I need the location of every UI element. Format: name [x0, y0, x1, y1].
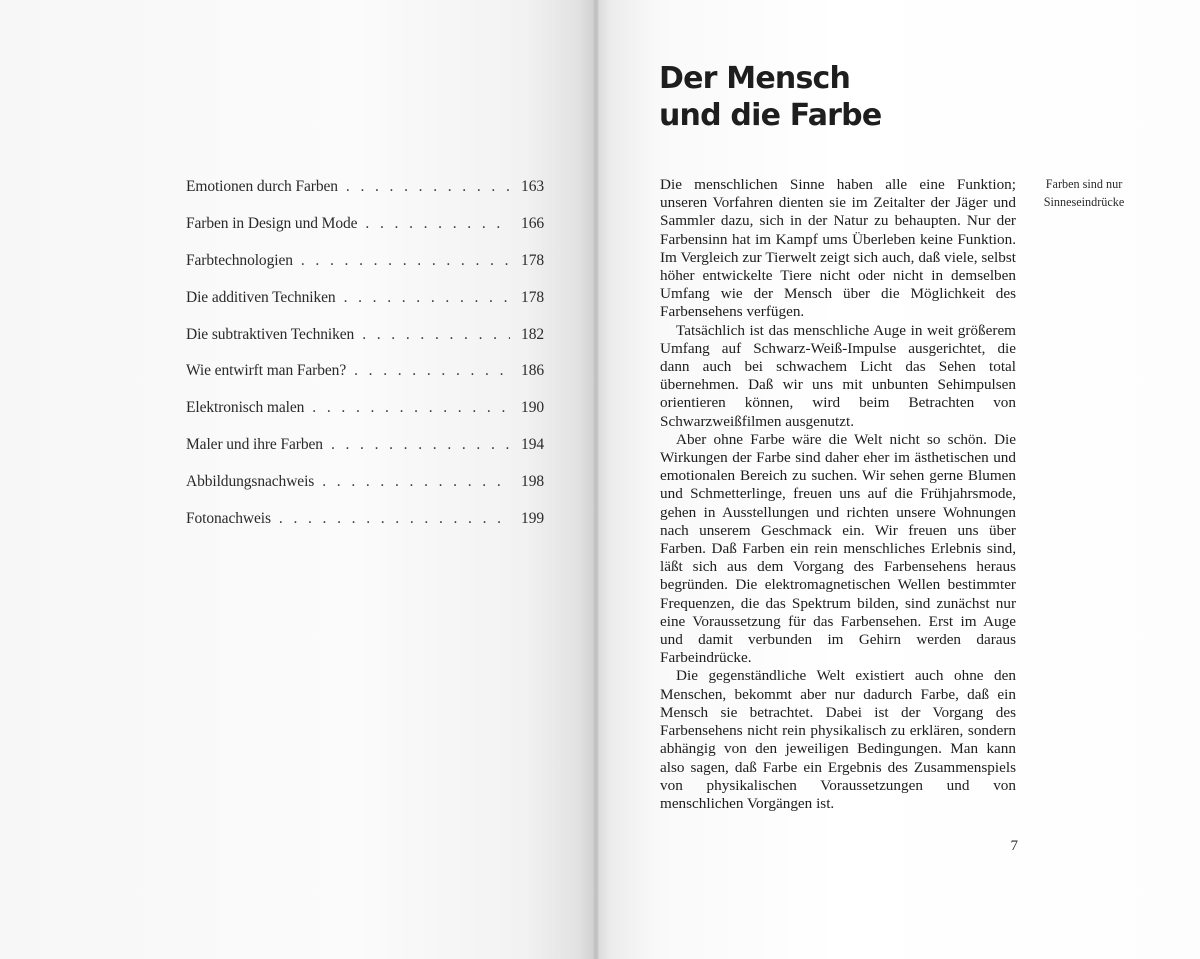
body-paragraph: Tatsächlich ist das menschliche Auge in weit größerem Umfang auf Schwarz-Weiß-Impulse ausgerichtet, die dann auch bei schwachem Licht das Sehen total übernehmen. Daß wir uns mit unbunten Sehimpulsen orientieren können, wird beim Betrachten von Schwarzweißfilmen ausgenutzt.	[660, 321, 1016, 430]
body-paragraph: Aber ohne Farbe wäre die Welt nicht so schön. Die Wirkungen der Farbe sind daher eher im ästhetischen und emotionalen Bereich zu suchen. Wir sehen gerne Blumen und Schmetterlinge, freuen uns auf die Frühjahrsmode, gehen in Ausstellungen und richten unsere Wohnungen nach unserem Geschmack ein. Wir freuen uns über Farben. Daß Farben ein rein menschliches Erlebnis sind, läßt sich aus dem Vorgang des Farbensehens heraus begründen. Die elektromagnetischen Wellen bestimmter Frequenzen, die das Spektrum bilden, sind zunächst nur eine Voraussetzung für das Farbensehen. Erst im Auge und damit verbunden im Gehirn werden daraus Farbeindrücke.	[660, 430, 1016, 667]
body-paragraph: Die menschlichen Sinne haben alle eine Funktion; unseren Vorfahren dienten sie im Zeitalter der Jäger und Sammler dazu, sich in der Natur zu behaupten. Nur der Farbensinn hat im Kampf ums Überleben keine Funktion. Im Vergleich zur Tierwelt zeigt sich auch, daß viele, selbst höher entwickelte Tiere nicht oder nicht in demselben Umfang wie der Mensch über die Möglichkeit des Farbensehens verfügen.	[660, 176, 1016, 321]
toc-leader-dots	[365, 215, 510, 233]
body-text	[660, 176, 1016, 813]
chapter-title-line: und die Farbe	[659, 98, 882, 133]
toc-entry-page: 199	[521, 510, 544, 528]
toc-entry-title: Wie entwirft man Farben?	[186, 362, 347, 380]
toc-entry	[186, 326, 544, 363]
toc-entry-title: Maler und ihre Farben	[186, 436, 323, 454]
page-number: 7	[1010, 838, 1018, 854]
margin-note-line: Sinneseindrücke	[1043, 194, 1125, 209]
toc-leader-dots	[362, 326, 510, 344]
toc-entry	[186, 178, 544, 215]
toc-leader-dots	[346, 178, 510, 196]
toc-entry-title: Fotonachweis	[186, 510, 271, 528]
toc-entry	[186, 252, 544, 289]
toc-entry-page: 194	[521, 436, 544, 454]
toc-entry	[186, 215, 544, 252]
toc-entry-page: 166	[521, 214, 544, 232]
toc-entry-page: 198	[521, 473, 544, 491]
toc-entry	[186, 362, 544, 399]
toc-entry	[186, 289, 544, 326]
toc-entry	[186, 399, 544, 436]
toc-entry-title: Abbildungsnachweis	[186, 473, 315, 491]
toc-entry-title: Farbtechnologien	[186, 251, 293, 269]
toc-entry-title: Emotionen durch Farben	[186, 178, 338, 195]
margin-note	[1034, 176, 1134, 211]
chapter-title	[659, 60, 989, 134]
toc-entry-page: 178	[521, 288, 544, 306]
toc-leader-dots	[331, 436, 510, 454]
chapter-title-line: Der Mensch	[659, 61, 851, 96]
body-paragraph: Die gegenständliche Welt existiert auch ohne den Menschen, bekommt aber nur dadurch Farbe, daß ein Mensch sie betrachtet. Dabei ist der Vorgang des Farbensehens nicht rein physikalisch zu erklären, sondern abhängig von den jeweiligen Bedingungen. Man kann also sagen, daß Farbe ein Ergebnis des Zusammenspiels von physikalischen Voraussetzungen und von menschlichen Vorgängen ist.	[660, 667, 1016, 812]
toc-entry-page: 190	[521, 399, 544, 417]
toc-entry-title: Die additiven Techniken	[186, 288, 336, 306]
toc-entry-page: 163	[521, 178, 544, 195]
toc-entry-title: Die subtraktiven Techniken	[186, 325, 355, 343]
toc-entry-page: 178	[521, 251, 544, 269]
book-gutter	[593, 0, 599, 959]
toc-leader-dots	[354, 362, 510, 380]
toc-leader-dots	[344, 289, 510, 307]
toc-entry-title: Farben in Design und Mode	[186, 214, 358, 232]
toc-leader-dots	[322, 473, 510, 491]
toc-leader-dots	[312, 399, 510, 417]
toc-entry	[186, 436, 544, 473]
left-page	[0, 0, 596, 959]
table-of-contents	[186, 178, 544, 547]
toc-entry	[186, 510, 544, 547]
toc-entry-page: 182	[521, 325, 544, 343]
toc-entry-title: Elektronisch malen	[186, 399, 305, 417]
margin-note-line: Farben sind nur	[1045, 177, 1123, 191]
toc-entry-page: 186	[521, 362, 544, 380]
toc-leader-dots	[279, 510, 510, 528]
toc-leader-dots	[301, 252, 510, 270]
toc-entry	[186, 473, 544, 510]
